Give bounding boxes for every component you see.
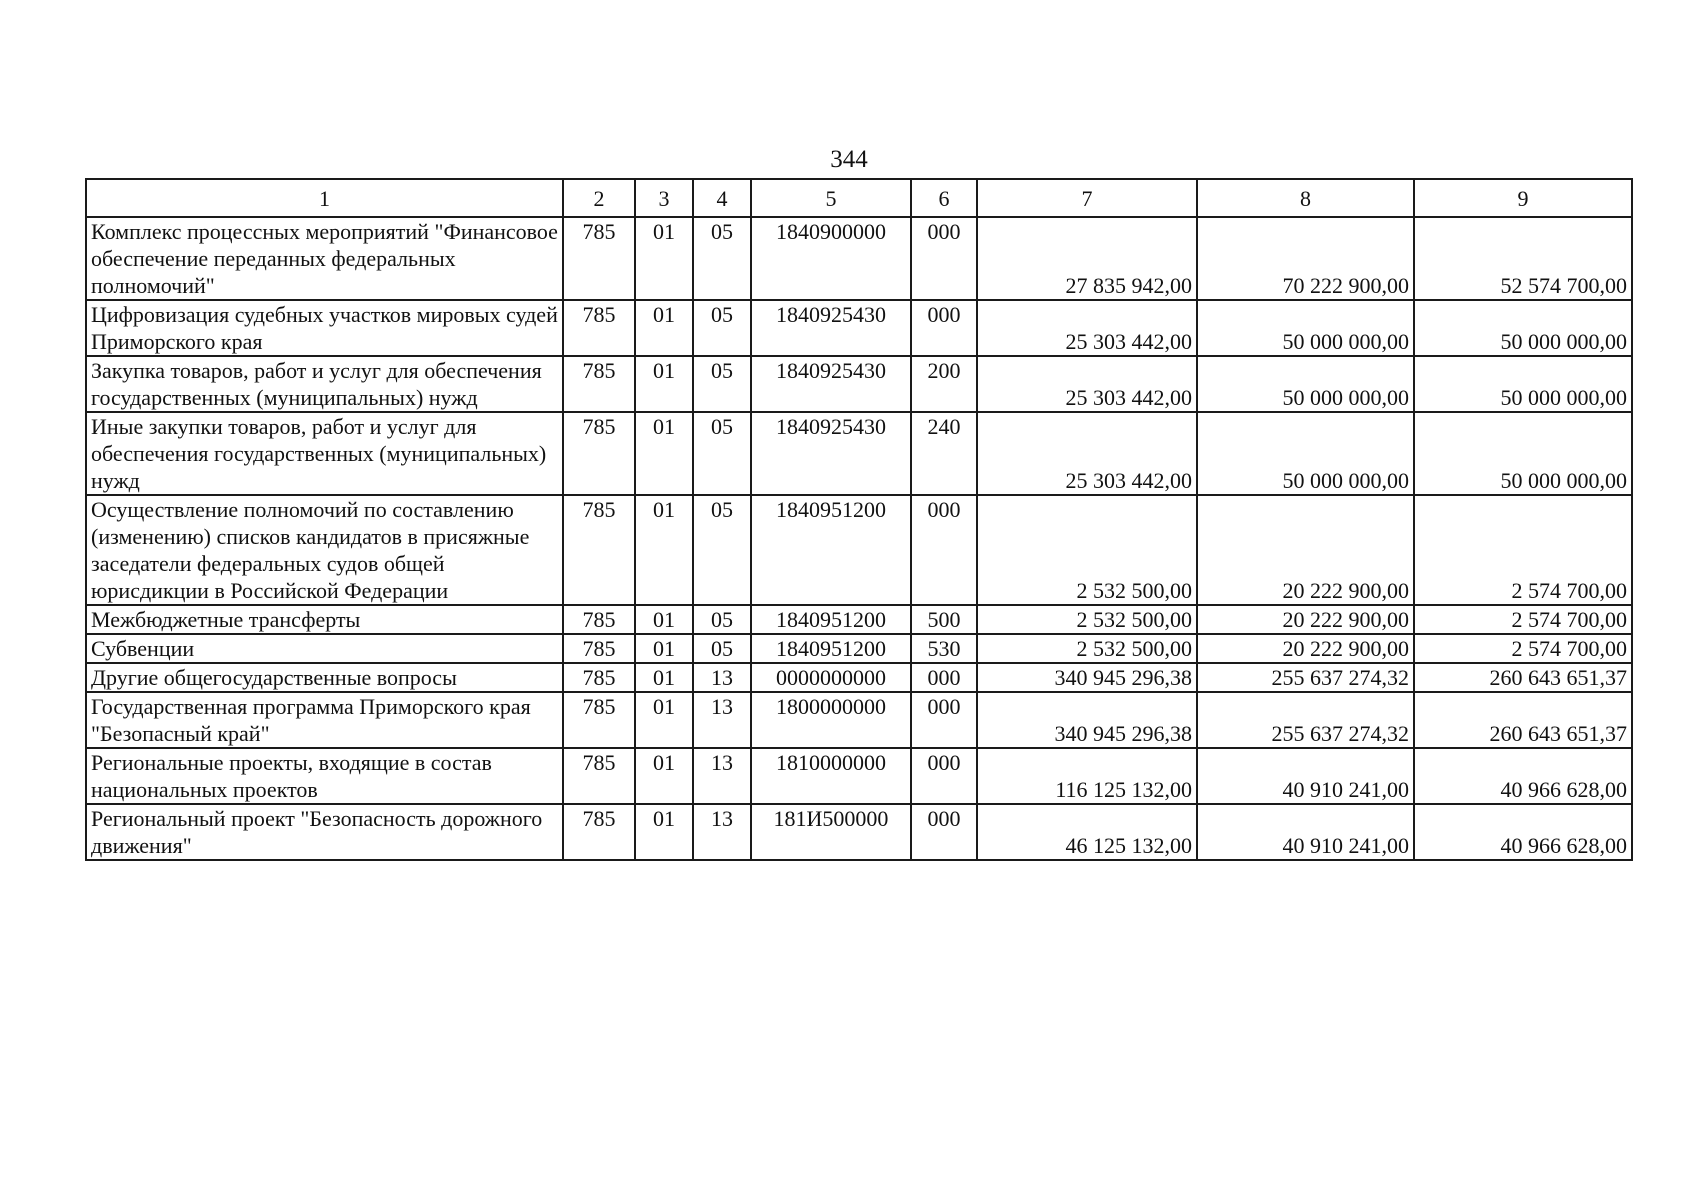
code-cell: 05	[693, 495, 751, 605]
amount-cell: 2 532 500,00	[977, 605, 1197, 634]
amount-cell: 116 125 132,00	[977, 748, 1197, 804]
code-cell: 1840925430	[751, 300, 911, 356]
amount-cell: 25 303 442,00	[977, 300, 1197, 356]
code-cell: 000	[911, 692, 977, 748]
amount-cell: 2 574 700,00	[1414, 634, 1632, 663]
amount-cell: 2 532 500,00	[977, 634, 1197, 663]
amount-cell: 20 222 900,00	[1197, 605, 1414, 634]
row-name-cell: Осуществление полномочий по составлению (изменению) списков кандидатов в присяжные заседатели федеральных судов общей юрисдикции в Российской Федерации	[86, 495, 563, 605]
code-cell: 000	[911, 495, 977, 605]
table-row	[86, 748, 1632, 804]
table-row	[86, 356, 1632, 412]
amount-cell: 260 643 651,37	[1414, 663, 1632, 692]
row-name-cell: Межбюджетные трансферты	[86, 605, 563, 634]
column-header: 6	[911, 179, 977, 217]
row-name-cell: Государственная программа Приморского края "Безопасный край"	[86, 692, 563, 748]
amount-cell: 50 000 000,00	[1414, 412, 1632, 495]
amount-cell: 20 222 900,00	[1197, 634, 1414, 663]
code-cell: 181И500000	[751, 804, 911, 860]
code-cell: 1840925430	[751, 412, 911, 495]
code-cell: 01	[635, 804, 693, 860]
code-cell: 0000000000	[751, 663, 911, 692]
row-name-cell: Региональные проекты, входящие в состав национальных проектов	[86, 748, 563, 804]
code-cell: 01	[635, 605, 693, 634]
amount-cell: 255 637 274,32	[1197, 663, 1414, 692]
code-cell: 05	[693, 605, 751, 634]
table-row	[86, 605, 1632, 634]
page-number: 344	[830, 146, 868, 173]
amount-cell: 50 000 000,00	[1414, 300, 1632, 356]
header-row	[86, 179, 1632, 217]
amount-cell: 340 945 296,38	[977, 663, 1197, 692]
amount-cell: 70 222 900,00	[1197, 217, 1414, 300]
table-row	[86, 495, 1632, 605]
code-cell: 01	[635, 748, 693, 804]
amount-cell: 50 000 000,00	[1197, 300, 1414, 356]
amount-cell: 52 574 700,00	[1414, 217, 1632, 300]
code-cell: 01	[635, 217, 693, 300]
row-name-cell: Другие общегосударственные вопросы	[86, 663, 563, 692]
code-cell: 785	[563, 300, 635, 356]
code-cell: 785	[563, 356, 635, 412]
column-header: 4	[693, 179, 751, 217]
code-cell: 01	[635, 692, 693, 748]
amount-cell: 25 303 442,00	[977, 356, 1197, 412]
code-cell: 785	[563, 634, 635, 663]
amount-cell: 50 000 000,00	[1414, 356, 1632, 412]
column-header: 7	[977, 179, 1197, 217]
code-cell: 01	[635, 300, 693, 356]
budget-table	[85, 178, 1633, 861]
code-cell: 1840900000	[751, 217, 911, 300]
amount-cell: 340 945 296,38	[977, 692, 1197, 748]
code-cell: 13	[693, 804, 751, 860]
amount-cell: 40 966 628,00	[1414, 748, 1632, 804]
code-cell: 01	[635, 356, 693, 412]
row-name-cell: Субвенции	[86, 634, 563, 663]
amount-cell: 50 000 000,00	[1197, 412, 1414, 495]
code-cell: 785	[563, 495, 635, 605]
code-cell: 13	[693, 748, 751, 804]
amount-cell: 40 966 628,00	[1414, 804, 1632, 860]
code-cell: 785	[563, 804, 635, 860]
code-cell: 000	[911, 804, 977, 860]
column-header: 5	[751, 179, 911, 217]
table-row	[86, 217, 1632, 300]
amount-cell: 40 910 241,00	[1197, 804, 1414, 860]
row-name-cell: Цифровизация судебных участков мировых судей Приморского края	[86, 300, 563, 356]
code-cell: 1800000000	[751, 692, 911, 748]
code-cell: 1840951200	[751, 605, 911, 634]
row-name-cell: Иные закупки товаров, работ и услуг для обеспечения государственных (муниципальных) нужд	[86, 412, 563, 495]
table-row	[86, 663, 1632, 692]
code-cell: 1840951200	[751, 634, 911, 663]
amount-cell: 2 532 500,00	[977, 495, 1197, 605]
amount-cell: 2 574 700,00	[1414, 605, 1632, 634]
table-body	[86, 217, 1632, 860]
code-cell: 785	[563, 412, 635, 495]
table-row	[86, 692, 1632, 748]
row-name-cell: Комплекс процессных мероприятий "Финансовое обеспечение переданных федеральных полномочий"	[86, 217, 563, 300]
column-header: 9	[1414, 179, 1632, 217]
amount-cell: 25 303 442,00	[977, 412, 1197, 495]
column-header: 2	[563, 179, 635, 217]
code-cell: 200	[911, 356, 977, 412]
code-cell: 05	[693, 412, 751, 495]
code-cell: 240	[911, 412, 977, 495]
table-row	[86, 300, 1632, 356]
code-cell: 1810000000	[751, 748, 911, 804]
amount-cell: 255 637 274,32	[1197, 692, 1414, 748]
code-cell: 01	[635, 412, 693, 495]
table-row	[86, 412, 1632, 495]
row-name-cell: Закупка товаров, работ и услуг для обеспечения государственных (муниципальных) нужд	[86, 356, 563, 412]
code-cell: 785	[563, 605, 635, 634]
column-header: 1	[86, 179, 563, 217]
row-name-cell: Региональный проект "Безопасность дорожного движения"	[86, 804, 563, 860]
table-row	[86, 804, 1632, 860]
code-cell: 05	[693, 634, 751, 663]
amount-cell: 50 000 000,00	[1197, 356, 1414, 412]
code-cell: 000	[911, 217, 977, 300]
code-cell: 500	[911, 605, 977, 634]
code-cell: 000	[911, 748, 977, 804]
code-cell: 785	[563, 748, 635, 804]
amount-cell: 260 643 651,37	[1414, 692, 1632, 748]
code-cell: 05	[693, 217, 751, 300]
table-row	[86, 634, 1632, 663]
code-cell: 13	[693, 692, 751, 748]
code-cell: 000	[911, 300, 977, 356]
code-cell: 000	[911, 663, 977, 692]
code-cell: 1840925430	[751, 356, 911, 412]
code-cell: 785	[563, 692, 635, 748]
code-cell: 05	[693, 356, 751, 412]
amount-cell: 2 574 700,00	[1414, 495, 1632, 605]
code-cell: 1840951200	[751, 495, 911, 605]
column-header: 3	[635, 179, 693, 217]
code-cell: 785	[563, 663, 635, 692]
column-header: 8	[1197, 179, 1414, 217]
code-cell: 530	[911, 634, 977, 663]
code-cell: 01	[635, 634, 693, 663]
amount-cell: 27 835 942,00	[977, 217, 1197, 300]
code-cell: 01	[635, 495, 693, 605]
amount-cell: 40 910 241,00	[1197, 748, 1414, 804]
code-cell: 01	[635, 663, 693, 692]
code-cell: 05	[693, 300, 751, 356]
code-cell: 785	[563, 217, 635, 300]
amount-cell: 46 125 132,00	[977, 804, 1197, 860]
amount-cell: 20 222 900,00	[1197, 495, 1414, 605]
code-cell: 13	[693, 663, 751, 692]
